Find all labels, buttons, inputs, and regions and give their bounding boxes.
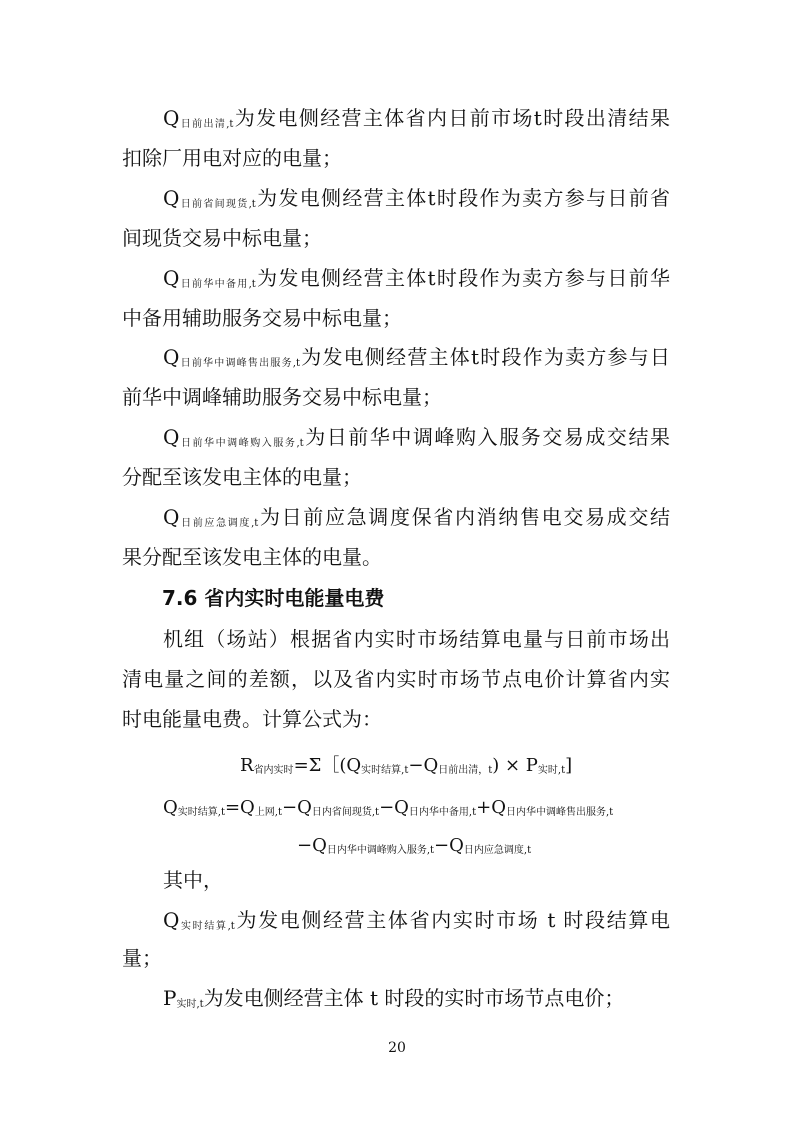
subscript: 实时结算,t [179, 921, 235, 932]
formula-operator: =Σ［(Q [293, 755, 362, 776]
definition-text: 为发电侧经营主体省内日前市场t时段出清结果 [233, 106, 670, 130]
formula-revenue [240, 752, 794, 785]
definition-text: 前华中调峰辅助服务交易中标电量； [122, 385, 442, 409]
subscript: 日前应急调度,t [179, 518, 259, 529]
formula-subscript: 日内华中调峰售出服务,t [505, 807, 614, 818]
symbol: P [163, 986, 177, 1010]
definition-6-line-1 [163, 503, 670, 538]
definition-2-line-2 [122, 224, 794, 252]
definition-text: 为日前华中调峰购入服务交易成交结果 [303, 425, 671, 449]
symbol: Q [163, 345, 180, 369]
intro-text: 清电量之间的差额，以及省内实时市场节点电价计算省内实 [122, 667, 670, 691]
where-label [163, 866, 794, 894]
definition-4-line-2 [122, 383, 794, 411]
definition-3-line-1 [163, 264, 670, 299]
intro-line-2 [122, 665, 670, 693]
symbol: Q [163, 186, 180, 210]
formula-subscript: 日内省间现货,t [311, 807, 380, 818]
symbol: Q [163, 106, 180, 130]
definition-2-line-1 [163, 184, 670, 219]
section-title: 省内实时电能量电费 [204, 586, 385, 610]
intro-text: 机组（场站）根据省内实时市场结算电量与日前市场出 [163, 627, 670, 651]
definition-text: 扣除厂用电对应的电量； [122, 146, 342, 170]
formula-subscript: 上网,t [254, 807, 283, 818]
subscript: 日前华中调峰售出服务,t [179, 358, 301, 369]
formula-operator: =Q [224, 797, 255, 818]
definition-text: 中备用辅助服务交易中标电量； [122, 306, 402, 330]
formula-operator: −Q [297, 835, 327, 856]
definition-6-line-2 [122, 543, 794, 571]
symbol: Q [163, 266, 180, 290]
symbol: Q [163, 425, 180, 449]
formula-operator: −Q [434, 835, 464, 856]
definition-5-line-1 [163, 423, 670, 458]
symbol: Q [163, 505, 180, 529]
definition-7-line-1 [163, 906, 670, 941]
formula-subscript: 实时,t [537, 765, 566, 776]
formula-operator: ) × P [492, 755, 538, 776]
definition-5-line-2 [122, 463, 794, 491]
formula-subscript: 省内实时 [253, 765, 294, 776]
formula-operator: ] [565, 755, 573, 776]
definition-text: 为发电侧经营主体t时段作为卖方参与日 [300, 345, 670, 369]
definition-1-line-2 [122, 144, 794, 172]
definition-text: 为发电侧经营主体省内实时市场 t 时段结算电 [234, 908, 670, 932]
formula-settlement-quantity-cont [297, 832, 794, 865]
formula-subscript: 日前出清，t [438, 765, 493, 776]
subscript: 日前出清,t [179, 119, 234, 130]
formula-operator: −Q [282, 797, 312, 818]
formula-operator: −Q [408, 755, 439, 776]
subscript: 日前华中备用,t [179, 279, 256, 290]
definition-text: 间现货交易中标电量； [122, 226, 322, 250]
definition-7-line-2 [122, 944, 794, 972]
definition-1-line-1 [163, 104, 670, 139]
definition-text: 果分配至该发电主体的电量。 [122, 545, 382, 569]
definition-text: 为发电侧经营主体t时段作为卖方参与日前华 [255, 266, 670, 290]
where-text: 其中， [163, 868, 223, 892]
formula-operator: −Q [379, 797, 409, 818]
definition-text: 为发电侧经营主体 t 时段的实时市场节点电价； [203, 986, 625, 1010]
intro-line-3 [122, 705, 794, 733]
definition-text: 为发电侧经营主体t时段作为卖方参与日前省 [255, 186, 670, 210]
formula-operator: +Q [476, 797, 506, 818]
formula-subscript: 实时结算,t [177, 807, 225, 818]
formula-subscript: 日内华中调峰购入服务,t [326, 845, 435, 856]
subscript: 日前省间现货,t [179, 199, 256, 210]
formula-subscript: 日内应急调度,t [463, 845, 532, 856]
definition-text: 为日前应急调度保省内消纳售电交易成交结 [258, 505, 671, 529]
symbol: Q [163, 908, 180, 932]
subscript: 实时,t [176, 999, 204, 1010]
formula-subscript: 日内华中备用,t [408, 807, 477, 818]
section-number: 7.6 [162, 586, 198, 610]
intro-text: 时电能量电费。计算公式为： [122, 707, 382, 731]
formula-subscript: 实时结算,t [361, 765, 409, 776]
formula-settlement-quantity [163, 794, 794, 827]
definition-8-line-1 [163, 984, 794, 1019]
formula-symbol: Q [163, 797, 178, 818]
definition-3-line-2 [122, 304, 794, 332]
formula-symbol: R [240, 755, 254, 776]
definition-text: 量； [122, 946, 162, 970]
definition-text: 分配至该发电主体的电量； [122, 465, 362, 489]
subscript: 日前华中调峰购入服务,t [179, 438, 304, 449]
intro-line-1 [163, 625, 670, 653]
definition-4-line-1 [163, 343, 670, 378]
page-number: 20 [388, 1040, 406, 1056]
section-heading [162, 584, 794, 612]
